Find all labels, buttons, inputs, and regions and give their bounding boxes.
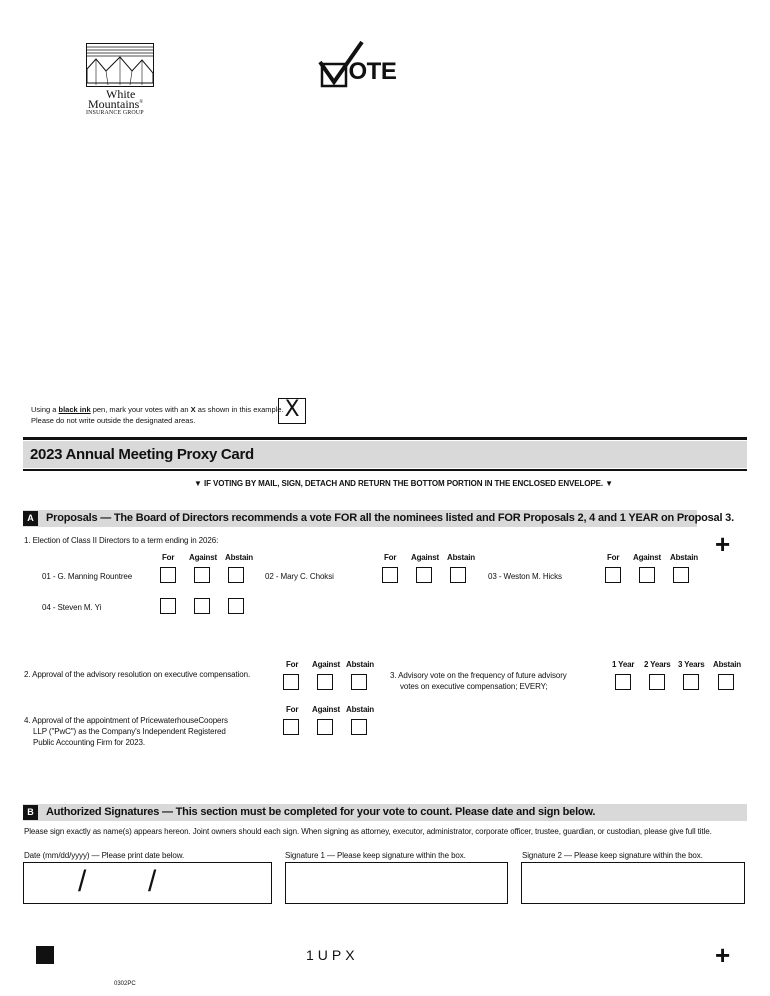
card-title: 2023 Annual Meeting Proxy Card [30,446,254,463]
header-1-year: 1 Year [612,660,635,669]
example-x-mark: X [284,397,300,422]
title-bottom-rule [23,469,747,471]
proposal-3-1-year-checkbox[interactable] [615,674,631,690]
signature-1-label: Signature 1 — Please keep signature within the box. [285,851,466,860]
header-for: For [286,660,299,669]
date-slash-1: / [78,865,87,898]
nominee-04-for-checkbox[interactable] [160,598,176,614]
form-code: 1UPX [306,947,359,963]
header-for: For [162,553,175,562]
proposal-4-for-checkbox[interactable] [283,719,299,735]
section-a-title: Proposals — The Board of Directors recommends a vote FOR all the nominees listed and FOR Proposals 2, 4 and 1 YEAR on Proposal 3. [46,512,734,524]
signature-2-box[interactable] [521,862,745,904]
header-against: Against [189,553,217,562]
vote-text: OTE [348,58,397,85]
header-abstain: Abstain [447,553,475,562]
nominee-01-for-checkbox[interactable] [160,567,176,583]
date-label: Date (mm/dd/yyyy) — Please print date below. [24,851,185,860]
header-abstain: Abstain [225,553,253,562]
section-a-letter: A [23,511,38,526]
proposal-4-label: 4. Approval of the appointment of PricewaterhouseCoopers LLP ("PwC") as the Company's Independent Registered Public Accounting Firm for 2023. [24,716,228,747]
proposal-3-3-years-checkbox[interactable] [683,674,699,690]
header-3-years: 3 Years [678,660,705,669]
header-abstain: Abstain [670,553,698,562]
proposal-4-against-checkbox[interactable] [317,719,333,735]
header-against: Against [312,660,340,669]
section-b-title: Authorized Signatures — This section must be completed for your vote to count. Please date and sign below. [46,806,596,818]
signature-1-box[interactable] [285,862,508,904]
header-against: Against [411,553,439,562]
form-id: 0302PC [114,981,136,987]
header-2-years: 2 Years [644,660,671,669]
nominee-01-abstain-checkbox[interactable] [228,567,244,583]
logo-text-white: White [106,87,136,101]
mail-instruction: ▼ IF VOTING BY MAIL, SIGN, DETACH AND RETURN THE BOTTOM PORTION IN THE ENCLOSED ENVELOPE. ▼ [194,479,613,488]
example-mark-box [278,398,306,424]
proposal-3-2-years-checkbox[interactable] [649,674,665,690]
nominee-02-for-checkbox[interactable] [382,567,398,583]
nominee-04-against-checkbox[interactable] [194,598,210,614]
registration-plus-top: + [715,529,731,559]
logo-text-insurance-group: INSURANCE GROUP [86,110,144,116]
header-against: Against [633,553,661,562]
registration-square [36,946,54,964]
date-slash-2: / [148,865,157,898]
proposal-3-abstain-checkbox[interactable] [718,674,734,690]
nominee-02: 02 - Mary C. Choksi [265,572,334,581]
proposal-1-label: 1. Election of Class II Directors to a term ending in 2026: [24,536,219,545]
proposal-4-abstain-checkbox[interactable] [351,719,367,735]
header-for: For [607,553,620,562]
proposal-3-label: 3. Advisory vote on the frequency of future advisory votes on executive compensation; EVERY; [390,671,567,691]
title-top-rule [23,437,747,440]
proposal-2-for-checkbox[interactable] [283,674,299,690]
nominee-04-abstain-checkbox[interactable] [228,598,244,614]
header-abstain: Abstain [346,705,374,714]
logo-text-mountains: Mountains® [88,97,144,111]
header-for: For [286,705,299,714]
nominee-04: 04 - Steven M. Yi [42,603,102,612]
date-input-box[interactable] [23,862,272,904]
header-abstain: Abstain [346,660,374,669]
section-b-letter: B [23,805,38,820]
proposal-2-abstain-checkbox[interactable] [351,674,367,690]
header-against: Against [312,705,340,714]
nominee-02-abstain-checkbox[interactable] [450,567,466,583]
nominee-01: 01 - G. Manning Rountree [42,572,133,581]
nominee-03-abstain-checkbox[interactable] [673,567,689,583]
signature-instructions: Please sign exactly as name(s) appears hereon. Joint owners should each sign. When signing as attorney, executor, administrator, corporate officer, trustee, guardian, or custodian, please give full title. [24,827,712,836]
nominee-02-against-checkbox[interactable] [416,567,432,583]
nominee-03-for-checkbox[interactable] [605,567,621,583]
proposal-2-label: 2. Approval of the advisory resolution on executive compensation. [24,670,251,679]
triangle-down-icon: ▼ [605,479,613,488]
header-for: For [384,553,397,562]
proposal-2-against-checkbox[interactable] [317,674,333,690]
triangle-down-icon: ▼ [194,479,202,488]
registration-plus-bottom: + [715,940,731,970]
signature-2-label: Signature 2 — Please keep signature within the box. [522,851,703,860]
marking-instructions: Using a black ink pen, mark your votes with an X as shown in this example. Please do not write outside the designated areas. [31,405,284,425]
nominee-01-against-checkbox[interactable] [194,567,210,583]
header-abstain: Abstain [713,660,741,669]
nominee-03: 03 - Weston M. Hicks [488,572,562,581]
nominee-03-against-checkbox[interactable] [639,567,655,583]
